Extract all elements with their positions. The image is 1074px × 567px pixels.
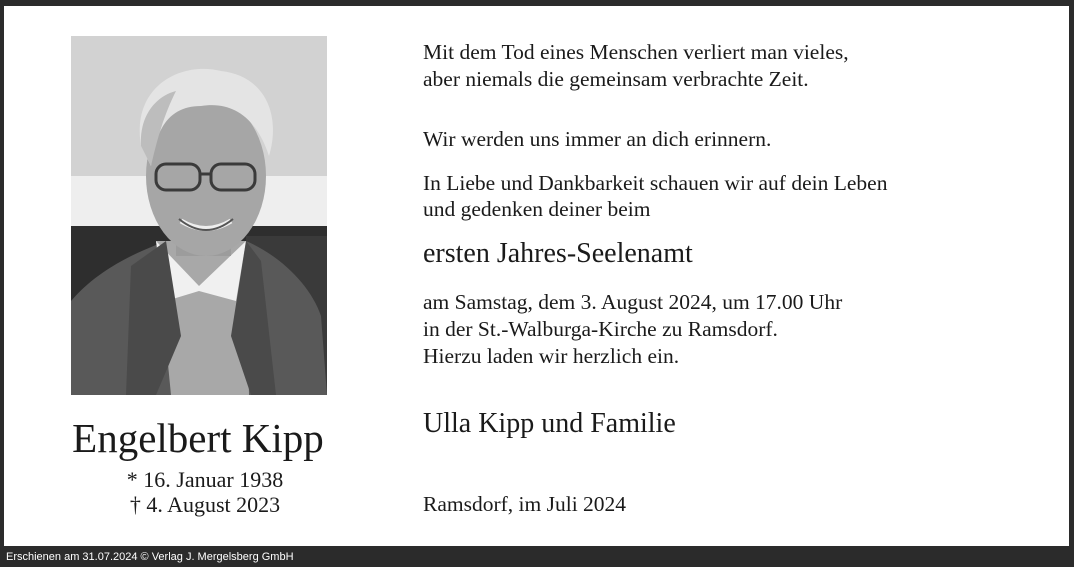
details-line-3: Hierzu laden wir herzlich ein. [423,344,680,368]
place-date: Ramsdorf, im Juli 2024 [423,492,627,516]
gratitude-line-2: und gedenken deiner beim [423,197,651,221]
death-date: † 4. August 2023 [129,492,281,517]
remember-line: Wir werden uns immer an dich erinnern. [423,127,772,151]
family-signature: Ulla Kipp und Familie [423,408,676,439]
birth-date: * 16. Januar 1938 [126,467,284,492]
obituary-card [4,6,1069,546]
quote-line-2: aber niemals die gemeinsam verbrachte Zeit. [423,67,809,91]
quote-line-1: Mit dem Tod eines Menschen verliert man vieles, [423,40,849,64]
portrait-photo [71,36,327,395]
mass-title: ersten Jahres-Seelenamt [423,238,693,269]
details-line-2: in der St.-Walburga-Kirche zu Ramsdorf. [423,317,778,341]
publication-footer: Erschienen am 31.07.2024 © Verlag J. Mergelsberg GmbH [6,551,294,563]
gratitude-line-1: In Liebe und Dankbarkeit schauen wir auf dein Leben [423,171,888,195]
details-line-1: am Samstag, dem 3. August 2024, um 17.00 Uhr [423,290,843,314]
deceased-name: Engelbert Kipp [72,415,324,461]
